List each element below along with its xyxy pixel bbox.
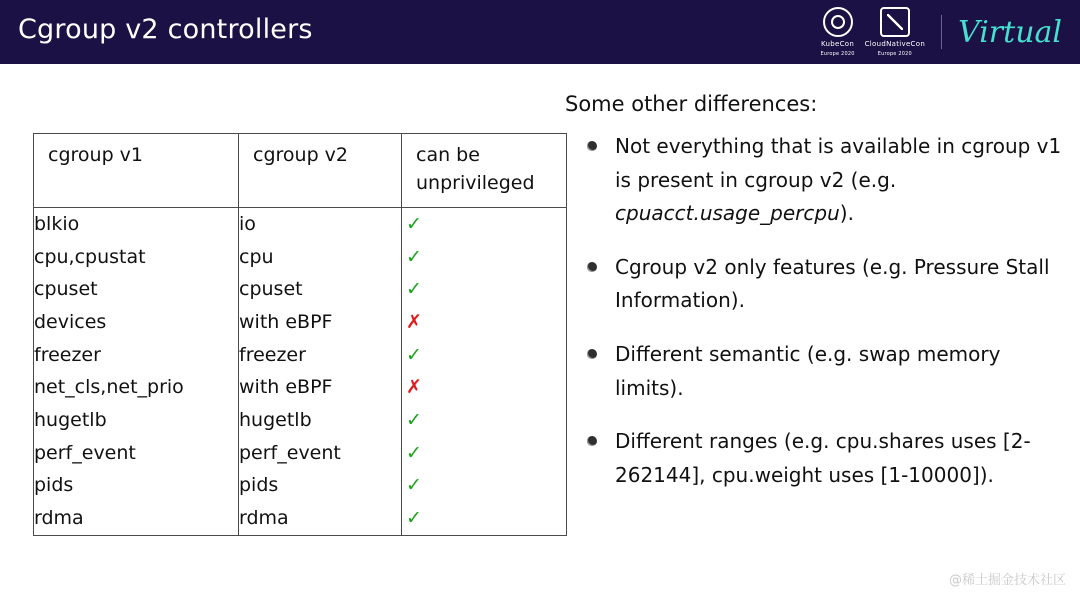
list-item: devices <box>34 311 107 334</box>
check-icon: ✓ <box>406 278 422 301</box>
notes-section <box>565 92 1065 512</box>
notes-list <box>565 130 1065 492</box>
cloudnativecon-logo-sub: Europe 2020 <box>877 51 912 58</box>
kubecon-logo-caption: KubeCon <box>820 39 855 48</box>
list-item: pids <box>239 474 279 497</box>
list-item: cpu,cpustat <box>34 245 146 268</box>
list-item: blkio <box>34 213 80 236</box>
table-header-row <box>34 134 567 208</box>
bullet-text: Different semantic (e.g. swap memory limits). <box>615 341 1001 400</box>
slide-header <box>0 0 1080 64</box>
watermark: @稀土掘金技术社区 <box>948 573 1066 588</box>
list-item <box>587 425 1065 492</box>
check-icon: ✓ <box>406 409 422 432</box>
bullet-icon <box>587 436 597 446</box>
bullet-icon <box>587 262 597 272</box>
logo-divider <box>941 15 942 49</box>
list-item <box>587 251 1065 318</box>
bullet-text: Not everything that is available in cgroup v1 is present in cgroup v2 (e.g. <box>615 134 1062 192</box>
check-icon: ✓ <box>406 474 422 497</box>
page-title: Cgroup v2 controllers <box>18 14 313 45</box>
unprivileged-mark <box>402 469 566 502</box>
unprivileged-mark <box>402 208 566 241</box>
bullet-text: Cgroup v2 only features (e.g. Pressure Stall Information). <box>615 254 1050 313</box>
bullet-icon <box>587 141 597 151</box>
unprivileged-mark <box>402 502 566 535</box>
list-item: with eBPF <box>239 376 333 399</box>
list-item: pids <box>34 474 74 497</box>
kubecon-logo <box>820 7 854 58</box>
cell-group-v1 <box>34 208 239 536</box>
notes-heading: Some other differences: <box>565 92 818 116</box>
virtual-logo: Virtual <box>958 14 1062 50</box>
cloudnativecon-logo <box>865 7 925 58</box>
list-item: rdma <box>239 507 289 530</box>
unprivileged-mark <box>402 437 566 470</box>
cell-group-v2 <box>239 208 402 536</box>
controllers-table-wrap <box>33 133 567 536</box>
bullet-text: Different ranges (e.g. cpu.shares uses [2-262144], cpu.weight uses [1-10000]). <box>615 429 1031 487</box>
list-item: cpu <box>239 245 274 268</box>
cloudnativecon-mark-icon <box>880 7 910 37</box>
unprivileged-mark <box>402 371 566 404</box>
check-icon: ✓ <box>406 245 422 268</box>
kubecon-mark-icon <box>823 7 853 37</box>
list-item: freezer <box>239 343 306 366</box>
logo-group <box>820 6 1066 58</box>
table-row <box>34 208 567 536</box>
unprivileged-mark <box>402 273 566 306</box>
unprivileged-mark <box>402 339 566 372</box>
list-item: hugetlb <box>34 409 107 432</box>
list-item: net_cls,net_prio <box>34 376 184 399</box>
check-icon: ✓ <box>406 213 422 236</box>
column-header-unprivileged: can be unprivileged <box>402 134 567 208</box>
list-item <box>587 130 1065 231</box>
column-header-cgroup-v2: cgroup v2 <box>239 134 402 208</box>
check-icon: ✓ <box>406 441 422 464</box>
controllers-table <box>33 133 567 536</box>
list-item: cpuset <box>239 278 303 301</box>
list-item: cpuset <box>34 278 98 301</box>
unprivileged-mark <box>402 404 566 437</box>
cell-group-unprivileged <box>402 208 567 536</box>
cross-icon: ✗ <box>406 311 422 334</box>
list-item: with eBPF <box>239 311 333 334</box>
list-item: hugetlb <box>239 409 312 432</box>
cross-icon: ✗ <box>406 376 422 399</box>
bullet-icon <box>587 349 597 359</box>
unprivileged-mark <box>402 306 566 339</box>
bullet-italic-text: cpuacct.usage_percpu <box>615 201 840 226</box>
bullet-text-tail: ). <box>839 201 854 226</box>
check-icon: ✓ <box>406 507 422 530</box>
cloudnativecon-logo-caption: CloudNativeCon <box>864 39 926 48</box>
list-item <box>587 338 1065 405</box>
column-header-cgroup-v1: cgroup v1 <box>34 134 239 208</box>
unprivileged-mark <box>402 241 566 274</box>
list-item: io <box>239 213 256 236</box>
list-item: rdma <box>34 507 84 530</box>
list-item: perf_event <box>34 441 136 464</box>
kubecon-logo-sub: Europe 2020 <box>820 51 855 58</box>
check-icon: ✓ <box>406 343 422 366</box>
list-item: freezer <box>34 343 101 366</box>
list-item: perf_event <box>239 441 341 464</box>
